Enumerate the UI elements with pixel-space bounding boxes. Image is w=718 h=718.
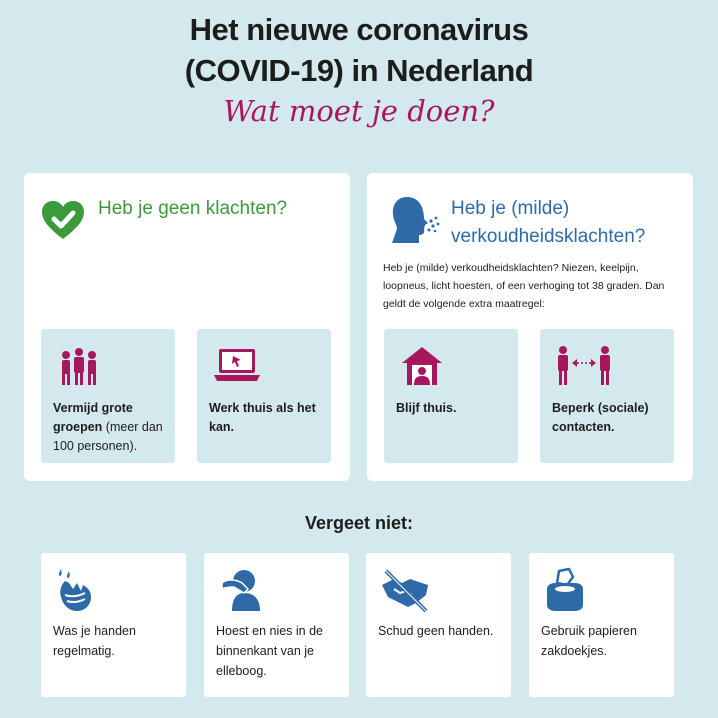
tip-wash-hands-text: Was je handen regelmatig. xyxy=(53,624,136,658)
page-subtitle: Wat moet je doen? xyxy=(223,94,495,128)
work-home-card xyxy=(197,329,331,463)
stay-home-text: Blijf thuis. xyxy=(396,401,457,415)
no-handshake-icon xyxy=(380,567,430,620)
mild-symptoms-panel xyxy=(367,173,693,481)
avoid-groups-text: Vermijd grote groepen (meer dan 100 personen). xyxy=(53,401,163,453)
tip-tissues xyxy=(529,553,674,697)
tip-cough-elbow xyxy=(204,553,349,697)
laptop-icon xyxy=(213,345,261,390)
work-home-text: Werk thuis als het kan. xyxy=(209,401,316,434)
house-icon xyxy=(400,345,444,392)
group-icon xyxy=(57,345,101,394)
wash-hands-icon xyxy=(55,567,95,620)
tip-cough-elbow-text: Hoest en nies in de binnenkant van je elleboog. xyxy=(216,624,324,678)
page-title-line1: Het nieuwe coronavirus xyxy=(189,12,529,47)
tissue-box-icon xyxy=(543,567,587,620)
limit-contacts-text: Beperk (sociale) contacten. xyxy=(552,401,649,434)
sneezing-person-icon xyxy=(389,195,441,250)
tip-wash-hands xyxy=(41,553,186,697)
no-symptoms-panel xyxy=(24,173,350,481)
stay-home-card xyxy=(384,329,518,463)
reminders-title: Vergeet niet: xyxy=(304,513,414,533)
limit-contacts-card xyxy=(540,329,674,463)
cough-elbow-icon xyxy=(218,567,264,620)
tip-tissues-text: Gebruik papieren zakdoekjes. xyxy=(541,624,637,658)
tip-no-handshake-text: Schud geen handen. xyxy=(378,624,494,638)
mild-symptoms-heading: Heb je (milde) verkoudheidsklachten? xyxy=(451,198,646,247)
tip-no-handshake xyxy=(366,553,511,697)
distance-icon xyxy=(556,345,612,392)
mild-symptoms-description: Heb je (milde) verkoudheidsklachten? Niezen, keelpijn, loopneus, licht hoesten, of een verhoging tot 38 graden. Dan geldt de volgende extra maatregel: xyxy=(383,262,665,310)
check-heart-icon xyxy=(40,199,86,246)
page-title-line2: (COVID-19) in Nederland xyxy=(184,53,534,88)
avoid-groups-card xyxy=(41,329,175,463)
no-symptoms-heading: Heb je geen klachten? xyxy=(98,198,288,219)
